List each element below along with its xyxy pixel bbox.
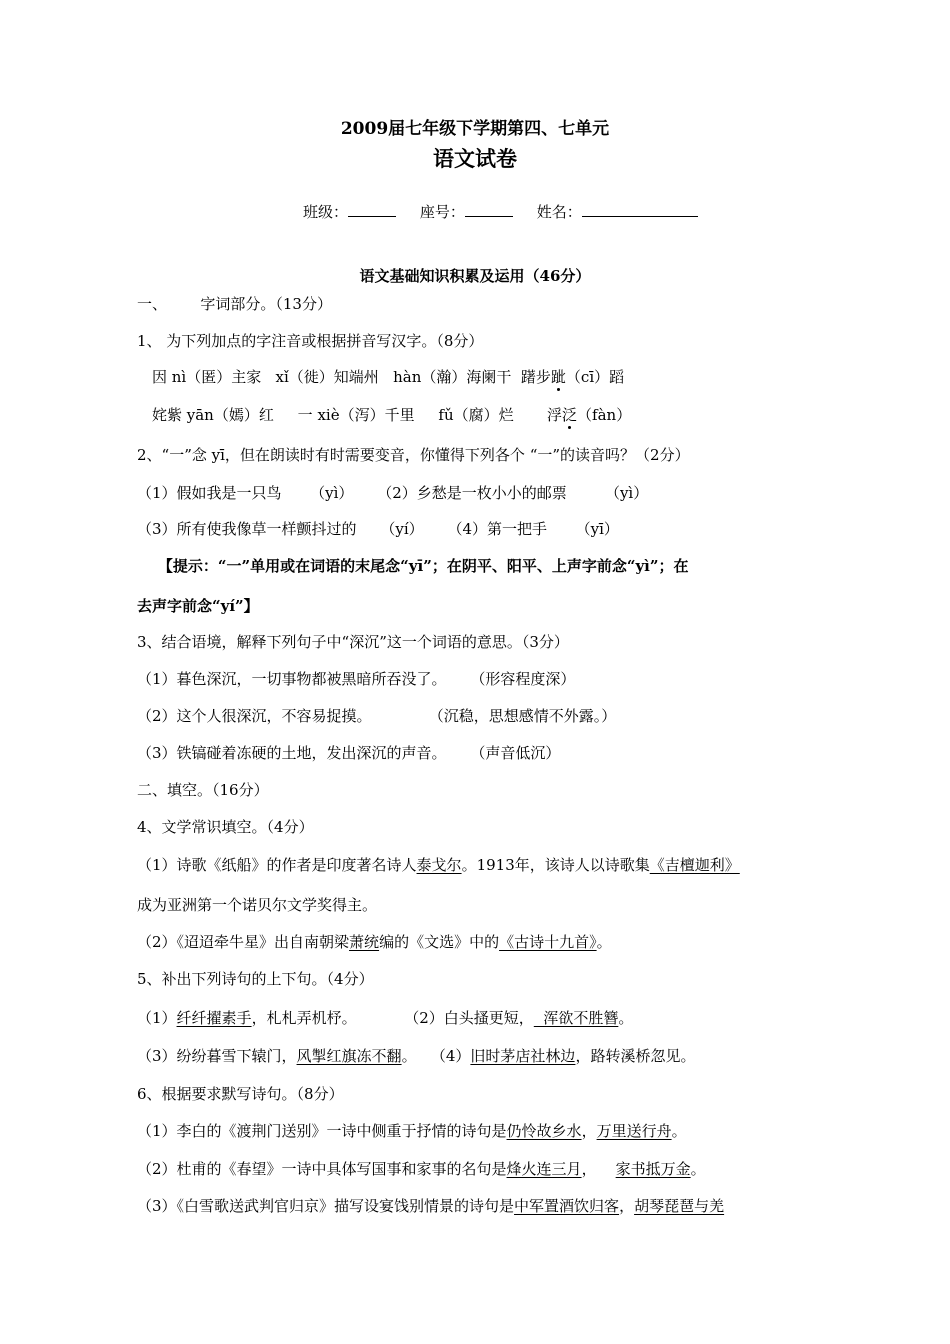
q5-l2-text: （3）纷纷暮雪下辕门，: [137, 1047, 297, 1065]
q4-l2-end: 。: [596, 933, 612, 951]
dotted-char: 跐: [550, 368, 566, 386]
name-blank: [582, 202, 698, 217]
q1-row1-text: 因 nì（匿）主家 xǐ（徙）知端州 hàn（瀚）海阑干 躇步: [152, 368, 551, 386]
q6-line3: [137, 1196, 724, 1216]
q4-line1: [137, 855, 740, 875]
q1-row2: [152, 405, 631, 425]
q2-hint-line2: 去声字前念“yí”】: [137, 597, 259, 615]
exam-subtitle: 语文试卷: [433, 146, 517, 171]
q6-l1-end: 。: [671, 1122, 687, 1140]
answer-underlined: 胡琴琵琶与羌: [634, 1197, 725, 1215]
q4-l1-text2: 。1913年，该诗人以诗歌集: [461, 856, 650, 874]
student-info: [303, 202, 698, 222]
q6-line2: [137, 1159, 706, 1179]
q6-l2-text: （2）杜甫的《春望》一诗中具体写国事和家事的名句是: [137, 1160, 507, 1178]
q6-l3-text: （3）《白雪歌送武判官归京》描写设宴饯别情景的诗句是: [137, 1197, 515, 1215]
answer-underlined: 家书抵万金: [615, 1160, 691, 1178]
seat-label: 座号：: [419, 203, 465, 221]
q1-row1-tail: （cī）蹈: [565, 368, 625, 386]
q6-l1-text: （1）李白的《渡荆门送别》一诗中侧重于抒情的诗句是: [137, 1122, 507, 1140]
q4-stem: 4、文学常识填空。（4分）: [137, 818, 314, 836]
class-blank: [348, 202, 396, 217]
answer-underlined: 泰戈尔: [416, 856, 462, 874]
q6-l2-comma: ，: [581, 1160, 616, 1178]
q3-line1: （1）暮色深沉，一切事物都被黑暗所吞没了。 （形容程度深）: [137, 670, 576, 688]
q3-stem: 3、结合语境，解释下列句子中“深沉”这一个词语的意思。（3分）: [137, 633, 569, 651]
q5-l1-text: （1）: [137, 1009, 177, 1027]
q2-line1: （1）假如我是一只鸟 （yì） （2）乡愁是一枚小小的邮票 （yì）: [137, 484, 649, 502]
q6-l1-comma: ，: [581, 1122, 597, 1140]
q5-l2-end: ，路转溪桥忽见。: [575, 1047, 696, 1065]
q5-stem: 5、补出下列诗句的上下句。（4分）: [137, 970, 374, 988]
answer-underlined: 纤纤擢素手: [176, 1009, 252, 1027]
part2-heading: 二、填空。（16分）: [137, 781, 269, 799]
q2-hint-line1: 【提示：“一”单用或在词语的末尾念“yī”；在阴平、阳平、上声字前念“yì”；在: [137, 557, 689, 575]
q4-l2-text2: 编的《文选》中的: [379, 933, 500, 951]
part1-heading: 一、 字词部分。（13分）: [137, 295, 332, 313]
seat-blank: [465, 202, 513, 217]
answer-underlined: 仍怜故乡水: [506, 1122, 582, 1140]
q1-row2-tail: （fàn）: [577, 406, 632, 424]
answer-underlined: 萧统: [349, 933, 380, 951]
answer-underlined: 浑欲不胜簪: [533, 1009, 619, 1027]
q4-line1-cont: 成为亚洲第一个诺贝尔文学奖得主。: [137, 896, 378, 914]
dotted-char: 泛: [562, 406, 578, 424]
answer-underlined: 烽火连三月: [506, 1160, 582, 1178]
answer-underlined: 风掣红旗冻不翻: [296, 1047, 402, 1065]
q2-line2: （3）所有使我像草一样颤抖过的 （yí） （4）第一把手 （yī）: [137, 520, 619, 538]
q2-stem: 2、“一”念 yī，但在朗读时有时需要变音，你懂得下列各个 “一”的读音吗？（2分）: [137, 446, 690, 464]
class-label: 班级：: [303, 203, 349, 221]
answer-underlined: 万里送行舟: [596, 1122, 672, 1140]
q6-stem: 6、根据要求默写诗句。（8分）: [137, 1085, 344, 1103]
answer-underlined: 旧时茅店社林边: [470, 1047, 576, 1065]
q4-line2: [137, 932, 612, 952]
q4-l2-text: （2）《迢迢牵牛星》出自南朝梁: [137, 933, 350, 951]
q1-stem: 1、 为下列加点的字注音或根据拼音写汉字。（8分）: [137, 332, 484, 350]
answer-underlined: 《古诗十九首》: [499, 933, 597, 951]
exam-title: 2009届七年级下学期第四、七单元: [340, 119, 610, 139]
q5-line1: [137, 1008, 633, 1028]
q1-row2-text: 姹紫 yān（嫣）红 一 xiè（泻）千里 fǔ（腐）烂 浮: [152, 406, 563, 424]
q3-line3: （3）铁镐碰着冻硬的土地，发出深沉的声音。 （声音低沉）: [137, 744, 561, 762]
name-label: 姓名：: [536, 203, 582, 221]
q3-line2: （2）这个人很深沉，不容易捉摸。 （沉稳，思想感情不外露。）: [137, 707, 617, 725]
q6-l2-end: 。: [690, 1160, 706, 1178]
section-title: 语文基础知识积累及运用（46分）: [359, 267, 591, 285]
q6-l3-comma: ，: [619, 1197, 635, 1215]
q6-line1: [137, 1121, 687, 1141]
q5-l1-end: 。: [618, 1009, 634, 1027]
answer-underlined: 《吉檀迦利》: [649, 856, 740, 874]
answer-underlined: 中军置酒饮归客: [514, 1197, 620, 1215]
q4-l1-text: （1）诗歌《纸船》的作者是印度著名诗人: [137, 856, 417, 874]
q5-l1-text2: ，札札弄机杼。 （2）白头搔更短，: [251, 1009, 534, 1027]
q5-l2-text2: 。 （4）: [401, 1047, 471, 1065]
q5-line2: [137, 1046, 695, 1066]
q1-row1: [152, 367, 624, 387]
